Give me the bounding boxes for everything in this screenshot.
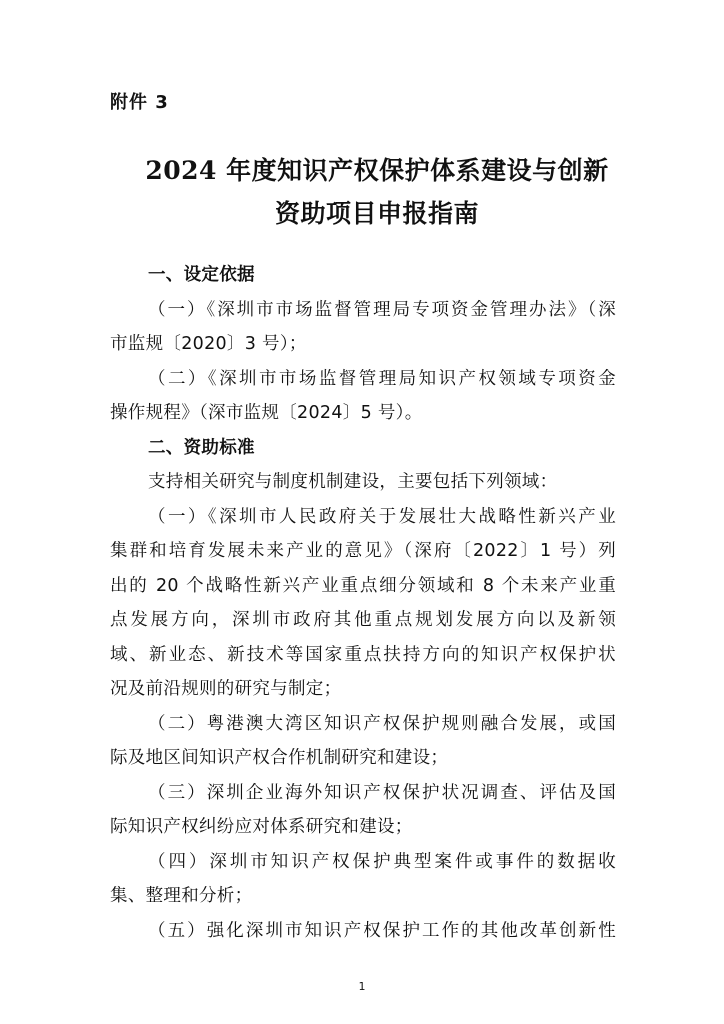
section-2-item-2-line-2: 际及地区间知识产权合作机制研究和建设； (110, 748, 449, 768)
section-2-heading: 二、资助标准 (148, 438, 255, 458)
section-2-intro: 支持相关研究与制度机制建设，主要包括下列领域： (148, 472, 558, 492)
section-1-item-2-line-1: （二）《深圳市市场监督管理局知识产权领域专项资金 (148, 369, 616, 389)
section-2-item-1-line-6: 况及前沿规则的研究与制定； (110, 679, 342, 699)
section-2-item-2-line-1: （二）粤港澳大湾区知识产权保护规则融合发展，或国 (148, 714, 616, 734)
section-2-item-1-line-1: （一）《深圳市人民政府关于发展壮大战略性新兴产业 (148, 507, 616, 527)
section-1-item-1-line-1: （一）《深圳市市场监督管理局专项资金管理办法》（深 (148, 300, 616, 320)
section-2-item-1-line-3: 出的 20 个战略性新兴产业重点细分领域和 8 个未来产业重 (110, 576, 616, 596)
page-number: 1 (358, 980, 366, 993)
section-2-item-1-line-4: 点发展方向，深圳市政府其他重点规划发展方向以及新领 (110, 610, 616, 630)
section-2-item-4-line-1: （四）深圳市知识产权保护典型案件或事件的数据收 (148, 852, 616, 872)
section-2-item-3-line-2: 际知识产权纠纷应对体系研究和建设； (110, 817, 413, 837)
section-1-item-2-line-2: 操作规程》（深市监规〔2024〕5 号）。 (110, 403, 423, 423)
attachment-label: 附件 3 (110, 92, 169, 113)
section-2-item-1-line-5: 域、新业态、新技术等国家重点扶持方向的知识产权保护状 (110, 645, 616, 665)
section-2-item-5-line-1: （五）强化深圳市知识产权保护工作的其他改革创新性 (148, 921, 616, 941)
section-1-heading: 一、设定依据 (148, 265, 255, 285)
document-title-line-2: 资助项目申报指南 (274, 199, 479, 228)
section-2-item-1-line-2: 集群和培育发展未来产业的意见》（深府〔2022〕1 号）列 (110, 541, 616, 561)
document-title-line-1: 2024 年度知识产权保护体系建设与创新 (145, 156, 609, 185)
section-1-item-1-line-2: 市监规〔2020〕3 号）； (110, 334, 307, 354)
section-2-item-3-line-1: （三）深圳企业海外知识产权保护状况调查、评估及国 (148, 783, 616, 803)
section-2-item-4-line-2: 集、整理和分析； (110, 886, 253, 906)
